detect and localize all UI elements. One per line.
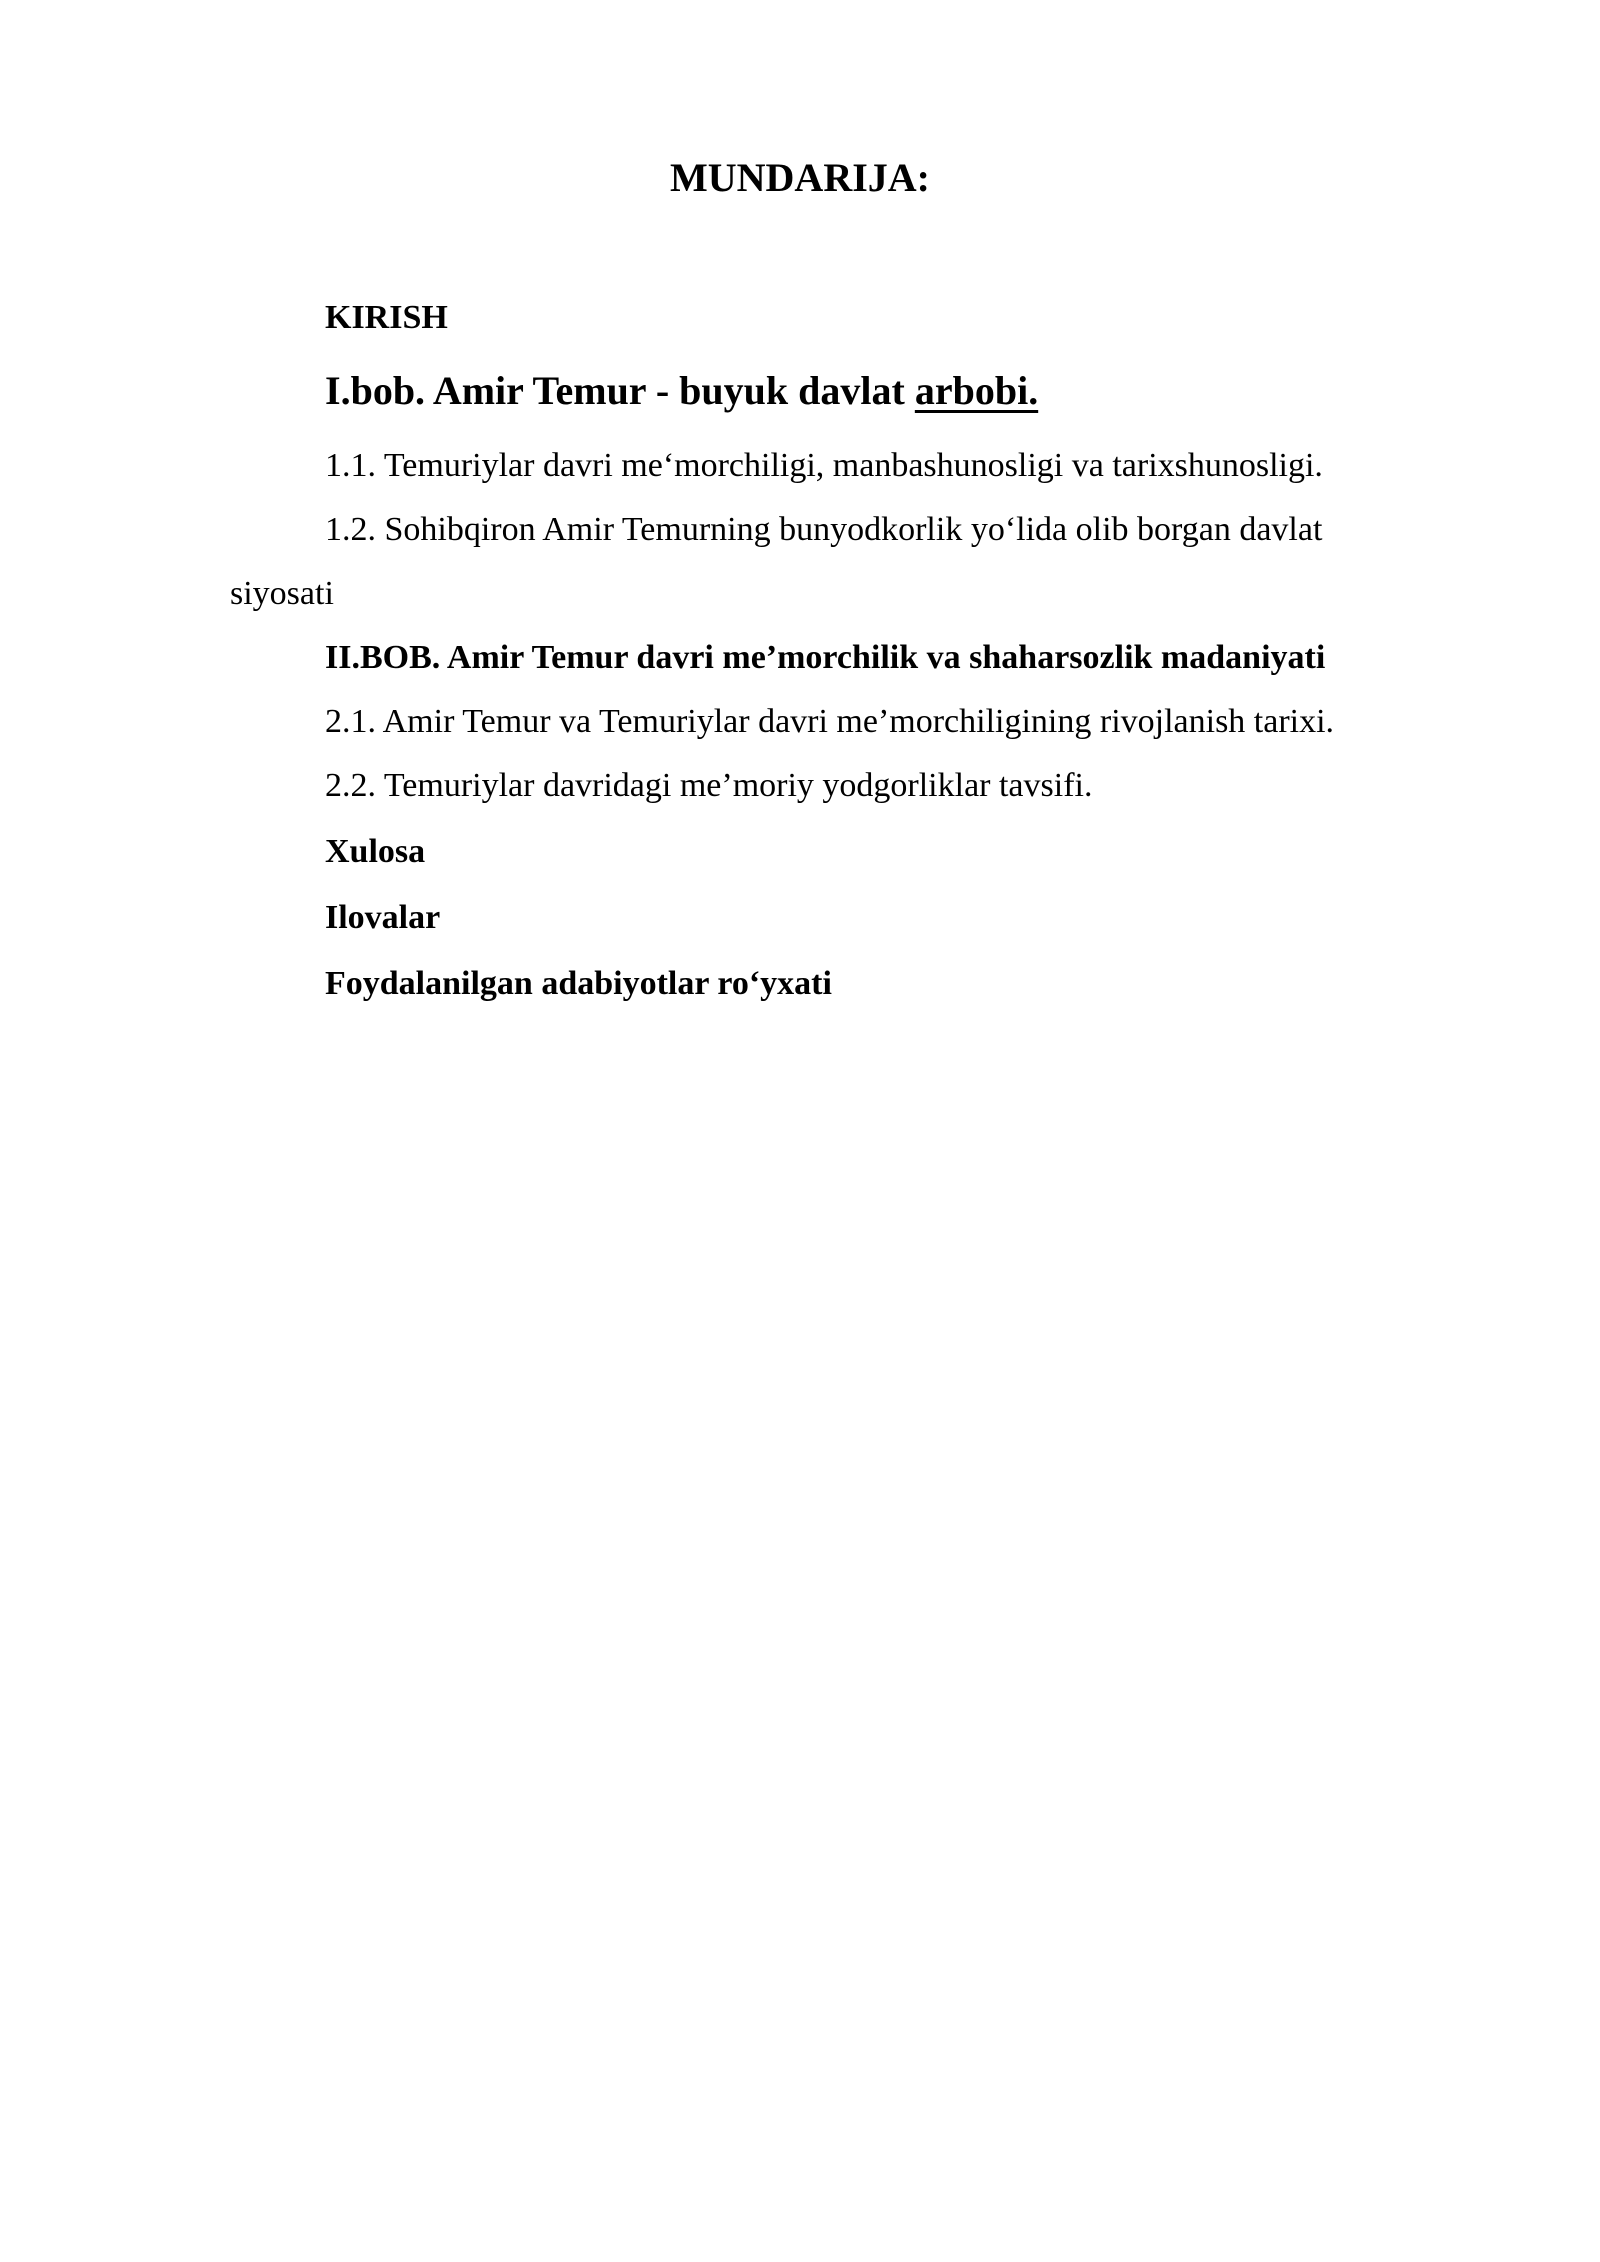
page-title: MUNDARIJA:: [670, 155, 930, 200]
toc-entry-references: Foydalanilgan adabiyotlar ro‘yxati: [325, 965, 832, 1002]
toc-entry-kirish: KIRISH: [325, 299, 448, 336]
chapter-1-title: I.bob. Amir Temur - buyuk davlat: [325, 368, 915, 413]
toc-entry-xulosa: Xulosa: [325, 833, 426, 870]
toc-entry-ilovalar: Ilovalar: [325, 899, 441, 936]
toc-entry-section-1-2-continuation: siyosati: [230, 575, 334, 612]
toc-entry-section-2-2: 2.2. Temuriylar davridagi me’moriy yodgorliklar tavsifi.: [325, 767, 1093, 804]
toc-entry-section-1-1: 1.1. Temuriylar davri me‘morchiligi, manbashunosligi va tarixshunosligi.: [325, 447, 1323, 484]
chapter-1-underlined-word: arbobi.: [914, 368, 1039, 413]
toc-entry-section-1-2: 1.2. Sohibqiron Amir Temurning bunyodkorlik yo‘lida olib borgan davlat: [325, 511, 1323, 548]
toc-entry-chapter-2: II.BOB. Amir Temur davri me’morchilik va shaharsozlik madaniyati: [325, 639, 1326, 676]
toc-entry-section-2-1: 2.1. Amir Temur va Temuriylar davri me’morchiligining rivojlanish tarixi.: [325, 703, 1335, 740]
toc-entry-chapter-1: [325, 367, 1038, 415]
